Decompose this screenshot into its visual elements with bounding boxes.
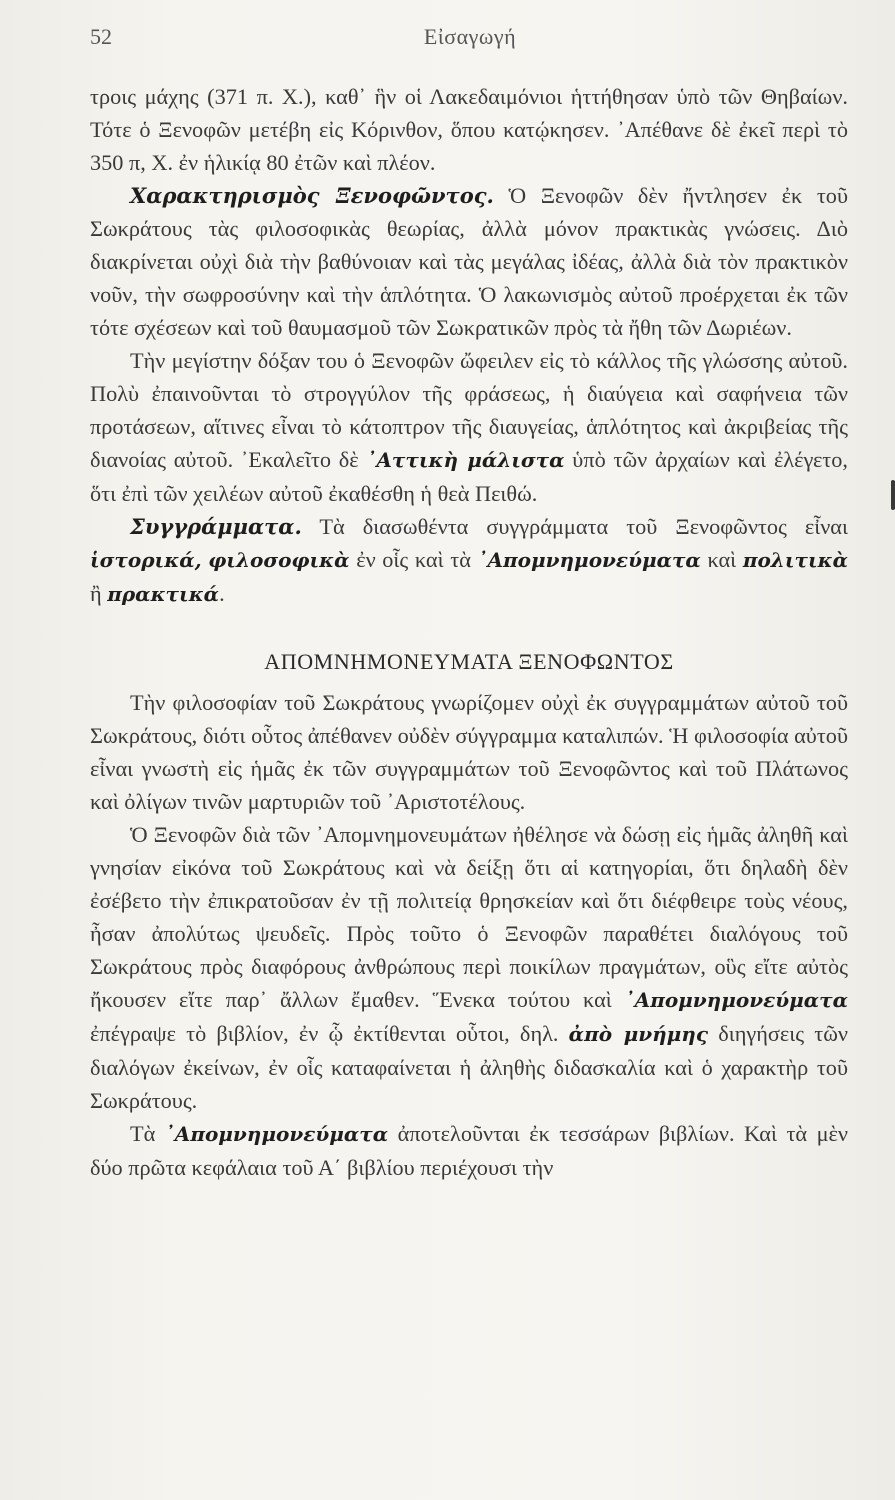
- paragraph-1: [90, 80, 848, 179]
- paragraph-6-text-b: ἐπέγραψε τὸ βιβλίον, ἐν ᾧ ἐκτίθενται οὗτοι, δηλ.: [90, 1021, 569, 1046]
- memorabilia-books-emphasis: ᾿Απομνημονεύματα: [164, 1122, 389, 1146]
- paragraph-5: [90, 686, 848, 818]
- paragraph-2: [90, 179, 848, 344]
- paragraph-2-text: Ὁ Ξενοφῶν δὲν ἤντλησεν ἐκ τοῦ Σωκράτους τὰς φιλοσοφικὰς θεωρίας, ἀλλὰ μόνον πρακτικὰς γνώσεις. Διὸ διακρίνεται οὐχὶ διὰ τὴν βαθύνοιαν καὶ τὰς μεγάλας ἰδέας, ἀλλὰ διὰ τὸν πρακτικὸν νοῦν, τὴν σωφροσύνην καὶ τὴν ἁπλότητα. Ὁ λακωνισμὸς αὐτοῦ προέρχεται ἐκ τῶν τότε σχέσεων καὶ τοῦ θαυμασμοῦ τῶν Σωκρατικῶν πρὸς τὰ ἤθη τῶν Δωριέων.: [90, 183, 848, 340]
- paragraph-4-text-b: ἐν οἷς καὶ τὰ: [349, 547, 478, 572]
- practical-emphasis: πρακτικά: [107, 582, 220, 606]
- section-title: ΑΠΟΜΝΗΜΟΝΕΥΜΑΤΑ ΞΕΝΟΦΩΝΤΟΣ: [264, 649, 674, 674]
- paragraph-4-text-c: καὶ: [700, 547, 743, 572]
- paragraph-3-text-a: Τὴν μεγίστην δόξαν του ὁ Ξενοφῶν ὤφειλεν εἰς τὸ κάλλος τῆς γλώσσης αὐτοῦ. Πολὺ ἐπαινοῦνται τὸ στρογγύλον τῆς φράσεως, ἡ διαύγεια καὶ σαφήνεια τῶν προτάσεων, αἵτινες εἶναι τὸ κάτοπτρον τῆς διαυγείας, ἁπλότητος καὶ ἀκριβείας τῆς διανοίας αὐτοῦ. ᾿Εκαλεῖτο δὲ: [90, 348, 848, 472]
- attic-muse-emphasis: ᾿Αττικὴ μάλιστα: [366, 448, 565, 472]
- paragraph-6-text-c: διηγήσεις τῶν διαλόγων ἐκείνων, ἐν οἷς καταφαίνεται ἡ ἀληθὴς διδασκαλία καὶ ὁ χαρακτὴρ τοῦ Σωκράτους.: [90, 1021, 848, 1113]
- paragraph-3: [90, 344, 848, 510]
- page-number: 52: [90, 24, 112, 49]
- paragraph-1-text: τροις μάχης (371 π. Χ.), καθ᾿ ἣν οἱ Λακεδαιμόνιοι ἡττήθησαν ὑπὸ τῶν Θηβαίων. Τότε ὁ Ξενοφῶν μετέβη εἰς Κόρινθον, ὅπου κατῴκησεν. ᾿Απέθανε δὲ ἐκεῖ περὶ τὸ 350 π, Χ. ἐν ἡλικίᾳ 80 ἐτῶν καὶ πλέον.: [90, 84, 848, 175]
- historical-emphasis: ἱστορικά,: [90, 548, 202, 572]
- paragraph-3-text-b: ὑπὸ τῶν ἀρχαίων καὶ ἐλέγετο, ὅτι ἐπὶ τῶν χειλέων αὐτοῦ ἐκαθέσθη ἡ θεὰ Πειθώ.: [90, 447, 848, 506]
- page-header: [90, 24, 850, 54]
- political-emphasis: πολιτικὰ: [742, 548, 849, 572]
- paragraph-6-text-a: Ὁ Ξενοφῶν διὰ τῶν ᾿Απομνημονευμάτων ἠθέλησε νὰ δώσῃ εἰς ἡμᾶς ἀληθῆ καὶ γνησίαν εἰκόνα τοῦ Σωκράτους καὶ νὰ δείξῃ ὅτι αἱ κατηγορίαι, ὅτι δηλαδὴ δὲν ἐσέβετο τὴν ἐπικρατοῦσαν ἐν τῇ πολιτείᾳ θρησκείαν καὶ ὅτι διέφθειρε τοὺς νέους, ἦσαν ἀπολύτως ψευδεῖς. Πρὸς τοῦτο ὁ Ξενοφῶν παραθέτει διαλόγους τοῦ Σωκράτους πρὸς διαφόρους ἀνθρώπους περὶ ποικίλων πραγμάτων, οὓς εἴτε αὐτὸς ἤκουσεν εἴτε παρ᾿ ἄλλων ἔμαθεν. Ἕνεκα τούτου καὶ: [90, 822, 848, 1012]
- xenophon-character-heading: Χαρακτηρισμὸς Ξενοφῶντος.: [130, 183, 494, 208]
- running-title: Εἰσαγωγή: [423, 24, 517, 49]
- paragraph-4-text-a: Τὰ διασωθέντα συγγράμματα τοῦ Ξενοφῶντος εἶναι: [301, 514, 848, 539]
- paragraph-6: [90, 818, 848, 1117]
- paragraph-7: [90, 1117, 848, 1184]
- paragraph-4-text-e: .: [219, 581, 225, 606]
- paragraph-7-text-a: Τὰ: [130, 1121, 165, 1146]
- memorabilia-emphasis: ᾿Απομνημονεύματα: [477, 548, 701, 572]
- memorabilia-title-emphasis: ᾿Απομνημονεύματα: [624, 988, 848, 1012]
- paragraph-4-text-d: ἢ: [90, 581, 108, 606]
- paragraph-5-text: Τὴν φιλοσοφίαν τοῦ Σωκράτους γνωρίζομεν οὐχὶ ἐκ συγγραμμάτων αὐτοῦ τοῦ Σωκράτους, διότι οὗτος ἀπέθανεν οὐδὲν σύγγραμμα καταλιπών. Ἡ φιλοσοφία αὐτοῦ εἶναι γνωστὴ εἰς ἡμᾶς ἐκ τῶν συγγραμμάτων τοῦ Ξενοφῶντος καὶ τοῦ Πλάτωνος καὶ ὀλίγων τινῶν μαρτυριῶν τοῦ ᾿Αριστοτέλους.: [90, 690, 848, 814]
- writings-heading: Συγγράμματα.: [130, 514, 302, 539]
- from-memory-emphasis: ἀπὸ μνήμης: [568, 1022, 709, 1046]
- page-body: [90, 80, 848, 1184]
- paragraph-4: [90, 510, 848, 611]
- paragraph-7-text-b: ἀποτελοῦνται ἐκ τεσσάρων βιβλίων. Καὶ τὰ μὲν δύο πρῶτα κεφάλαια τοῦ Α΄ βιβλίου περιέχουσι τὴν: [90, 1121, 848, 1180]
- page-edge-mark: [891, 480, 895, 510]
- philosophical-emphasis: φιλοσοφικὰ: [208, 548, 350, 572]
